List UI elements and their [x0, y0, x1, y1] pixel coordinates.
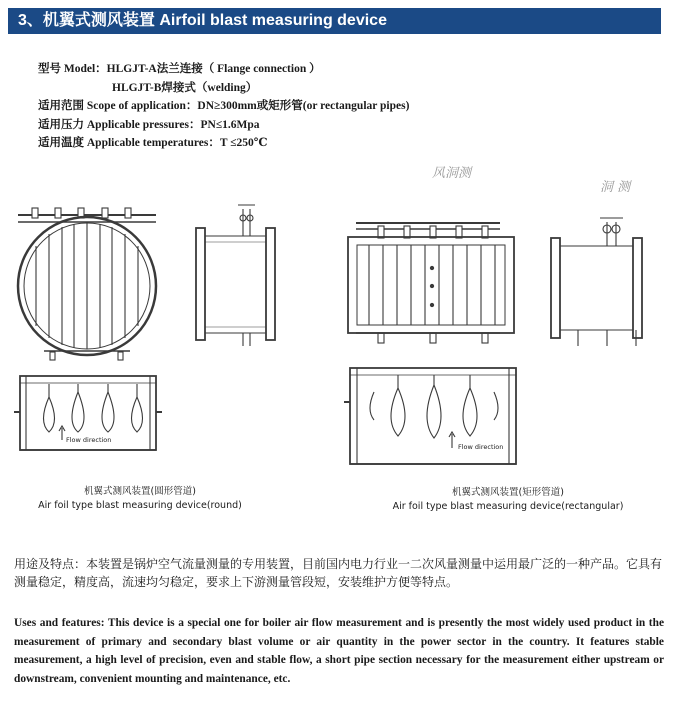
caption-round	[30, 485, 250, 513]
section-title: 3、机翼式测风装置 Airfoil blast measuring device	[8, 8, 661, 34]
handwritten-note: 风洞测	[432, 166, 472, 181]
caption-rect-zh: 机翼式测风装置(矩形管道)	[452, 487, 564, 498]
round-side-view	[196, 205, 275, 346]
uses-features-zh: 用途及特点：本装置是锅炉空气流量测量的专用装置，目前国内电力行业一二次风量测量中运用最广泛的一种产品。它具有测量稳定，精度高，流速均匀稳定，要求上下游测量管段短，安装维护方便等特点。	[14, 557, 663, 589]
spec-temperature: 适用温度 Applicable temperatures：T ≤250℃	[38, 137, 268, 149]
rect-front-view	[348, 223, 514, 343]
caption-rect-en: Air foil type blast measuring device(rectangular)	[392, 501, 624, 512]
handwritten-note-2: 洞 测	[600, 180, 631, 195]
caption-round-en: Air foil type blast measuring device(round)	[38, 500, 242, 511]
spec-scope: 适用范围 Scope of application：DN≥300mm或矩形管(or rectangular pipes)	[38, 100, 410, 112]
uses-features-en: Uses and features: This device is a special one for boiler air flow measurement and is presently the most widely used product in the measurement of primary and secondary blast volume or air quantity in the power sector in the country. It features stable measurement, a high level of precision, even and stable flow, a short pipe section necessary for the measurement either upstream or downstream, convenient mounting and maintenance, etc.	[14, 617, 664, 685]
flow-direction-label-rect: Flow direction	[458, 443, 504, 451]
spec-model: 型号 Model：HLGJT-A法兰连接（ Flange connection ）	[38, 63, 321, 75]
rect-side-view	[551, 218, 642, 346]
round-front-view	[18, 208, 156, 360]
spec-pressure: 适用压力 Applicable pressures：PN≤1.6Mpa	[38, 118, 260, 131]
flow-direction-label-round: Flow direction	[66, 436, 112, 444]
caption-round-zh: 机翼式测风装置(圆形管道)	[84, 486, 196, 497]
spec-model-welding: HLGJT-B焊接式（welding）	[112, 81, 258, 94]
caption-rectangular	[388, 486, 628, 514]
